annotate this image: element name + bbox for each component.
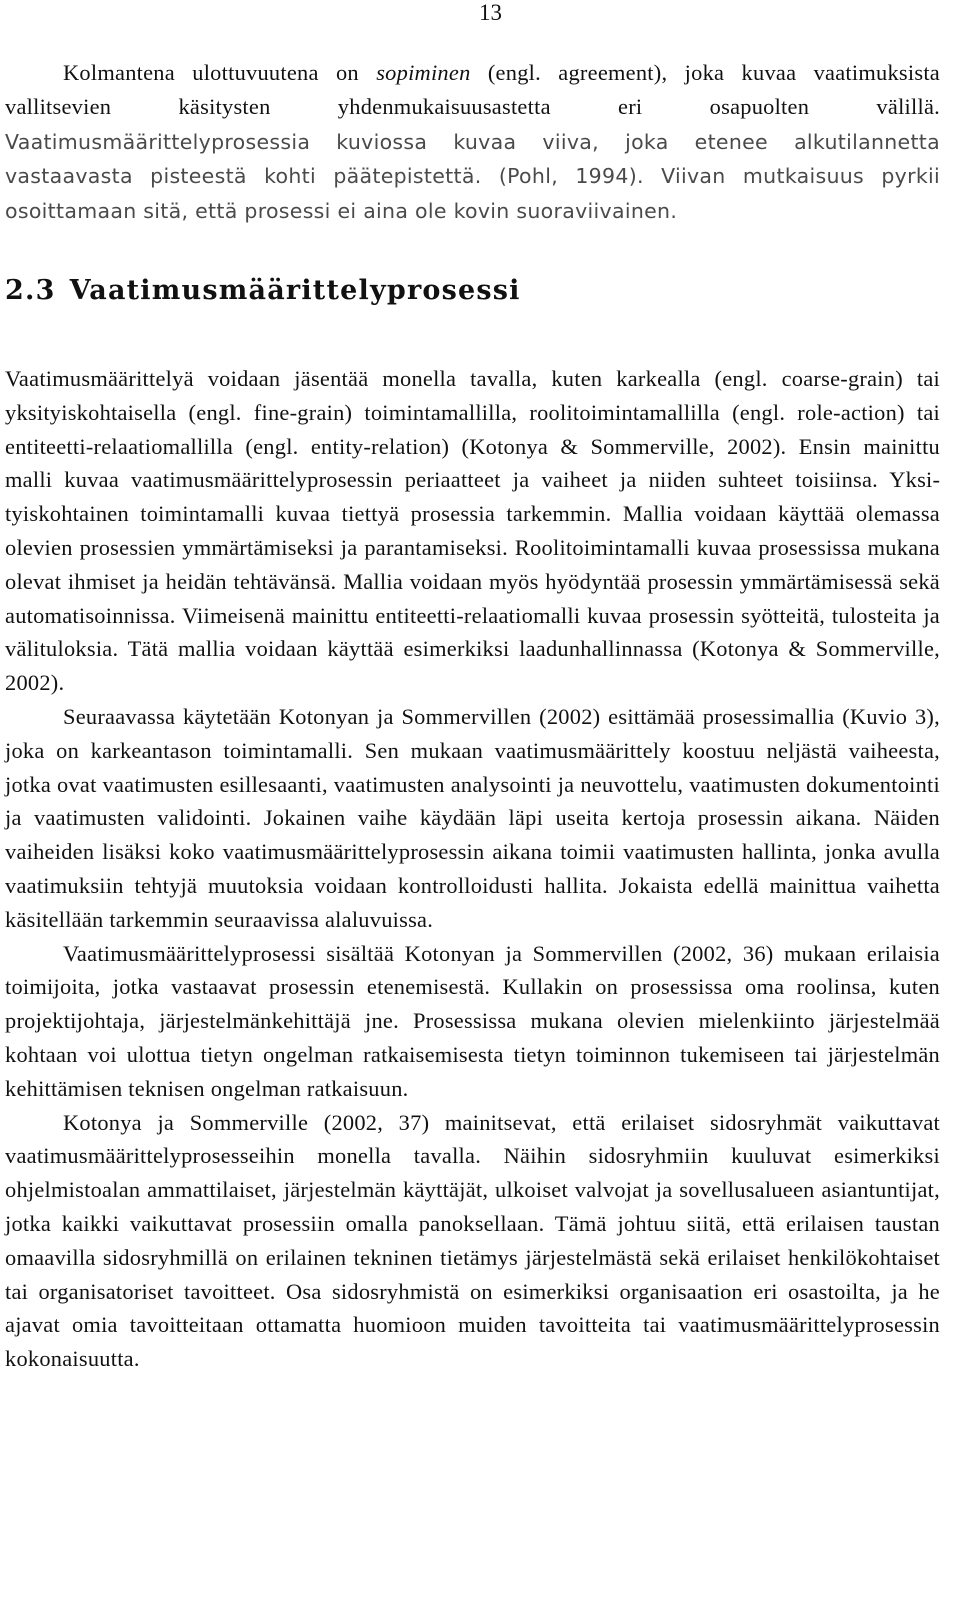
paragraph-actors: Vaatimusmäärittelyprosessi sisältää Kotonyan ja Sommervillen (2002, 36) mukaan erilaisia toimijoita, jotka vastaavat prosessin etenemisestä. Kullakin on prosessissa oma roolinsa, kuten projektijohtaja, järjestelmänkehittäjä jne. Prosessissa mukana olevien mielenkiinto järjestelmää kohtaan voi ulottua tietyn ongelman ratkaisemisesta tietyn toiminnon tukemiseen tai järjestelmän kehittämisen teknisen ongelman ratkaisuun. xyxy=(5,940,940,1101)
intro-text-middle: (engl. agreement), joka kuvaa vaatimuksista vallitsevien käsitysten yhdenmukaisuusastetta eri osapuolten välillä. xyxy=(5,60,940,119)
intro-paragraph xyxy=(5,56,940,229)
document-body xyxy=(5,56,940,1376)
intro-text-figure-description: Vaatimusmäärittelyprosessia kuviossa kuvaa viiva, joka etenee alkutilannetta vastaavasta pisteestä kohti päätepistettä. (Pohl, 1994). Viivan mutkaisuus pyrkii osoittamaan sitä, että prosessi ei aina ole kovin suoraviivainen. xyxy=(5,129,940,224)
section-number: 2.3 xyxy=(5,274,56,306)
page-number: 13 xyxy=(479,0,502,25)
paragraph-stakeholders: Kotonya ja Sommerville (2002, 37) mainitsevat, että erilaiset sidosryhmät vaikuttavat vaatimusmäärittelyprosesseihin monella tavalla. Näihin sidosryhmiin kuuluvat esimerkiksi ohjelmistoalan ammattilaiset, järjestelmän käyttäjät, ulkoiset valvojat ja sovellusalueen asiantuntijat, jotka kaikki vaikuttavat prosessiin omalla panoksellaan. Tämä johtuu siitä, että erilaisen taustan omaavilla sidosryhmillä on erilainen tekninen tietämys järjestelmästä sekä erilaiset henkilökohtaiset tai organisatoriset tavoitteet. Osa sidosryhmistä on esimerkiksi organisaation eri osastoilta, ja he ajavat omia tavoitteitaan ottamatta huomioon muiden tavoitteita tai vaatimusmäärittelyprosessin kokonaisuutta. xyxy=(5,1109,940,1372)
section-heading xyxy=(5,274,940,308)
paragraph-process-model: Seuraavassa käytetään Kotonyan ja Sommervillen (2002) esittämää prosessimallia (Kuvio 3), joka on karkeantason toimintamalli. Sen mukaan vaatimusmäärittely koostuu neljästä vaiheesta, jotka ovat vaatimusten esillesaanti, vaatimusten analysointi ja neuvottelu, vaatimusten dokumentointi ja vaatimusten validointi. Jokainen vaihe käydään läpi useita kertoja prosessin aikana. Näiden vaiheiden lisäksi koko vaatimusmäärittelyprosessin aikana toimii vaatimusten hallinta, jonka avulla vaatimuksiin tehtyjä muutoksia voidaan kontrolloidusti hallita. Jokaista edellä mainittua vaihetta käsitellään tarkemmin seuraavissa alaluvuissa. xyxy=(5,703,940,932)
section-title: Vaatimusmäärittelyprosessi xyxy=(69,274,521,306)
intro-term-sopiminen: sopiminen xyxy=(376,60,471,85)
intro-text-start: Kolmantena ulottuvuutena on xyxy=(63,60,377,85)
paragraph-models: Vaatimusmäärittelyä voidaan jäsentää monella tavalla, kuten karkealla (engl. coarse-grain) tai yksityiskohtaisella (engl. fine-grain) toimintamallilla, roolitoimintamallilla (engl. role-action) tai entiteetti-relaatiomallilla (engl. entity-relation) (Kotonya & Sommerville, 2002). Ensin mainittu malli kuvaa vaatimusmäärittelyprosessin periaatteet ja vaiheet ja niiden suhteet toisiinsa. Yksityiskohtainen toimintamalli kuvaa tiettyä prosessia tarkemmin. Mallia voidaan käyttää olemassa olevien prosessien ymmärtämiseksi ja parantamiseksi. Roolitoimintamalli kuvaa prosessissa mukana olevat ihmiset ja heidän tehtävänsä. Mallia voidaan myös hyödyntää prosessin ymmärtämisessä sekä automatisoinnissa. Viimeisenä mainittu entiteetti-relaatiomalli kuvaa prosessin syötteitä, tulosteita ja välituloksia. Tätä mallia voidaan käyttää esimerkiksi laadunhallinnassa (Kotonya & Sommerville, 2002). xyxy=(5,365,940,696)
